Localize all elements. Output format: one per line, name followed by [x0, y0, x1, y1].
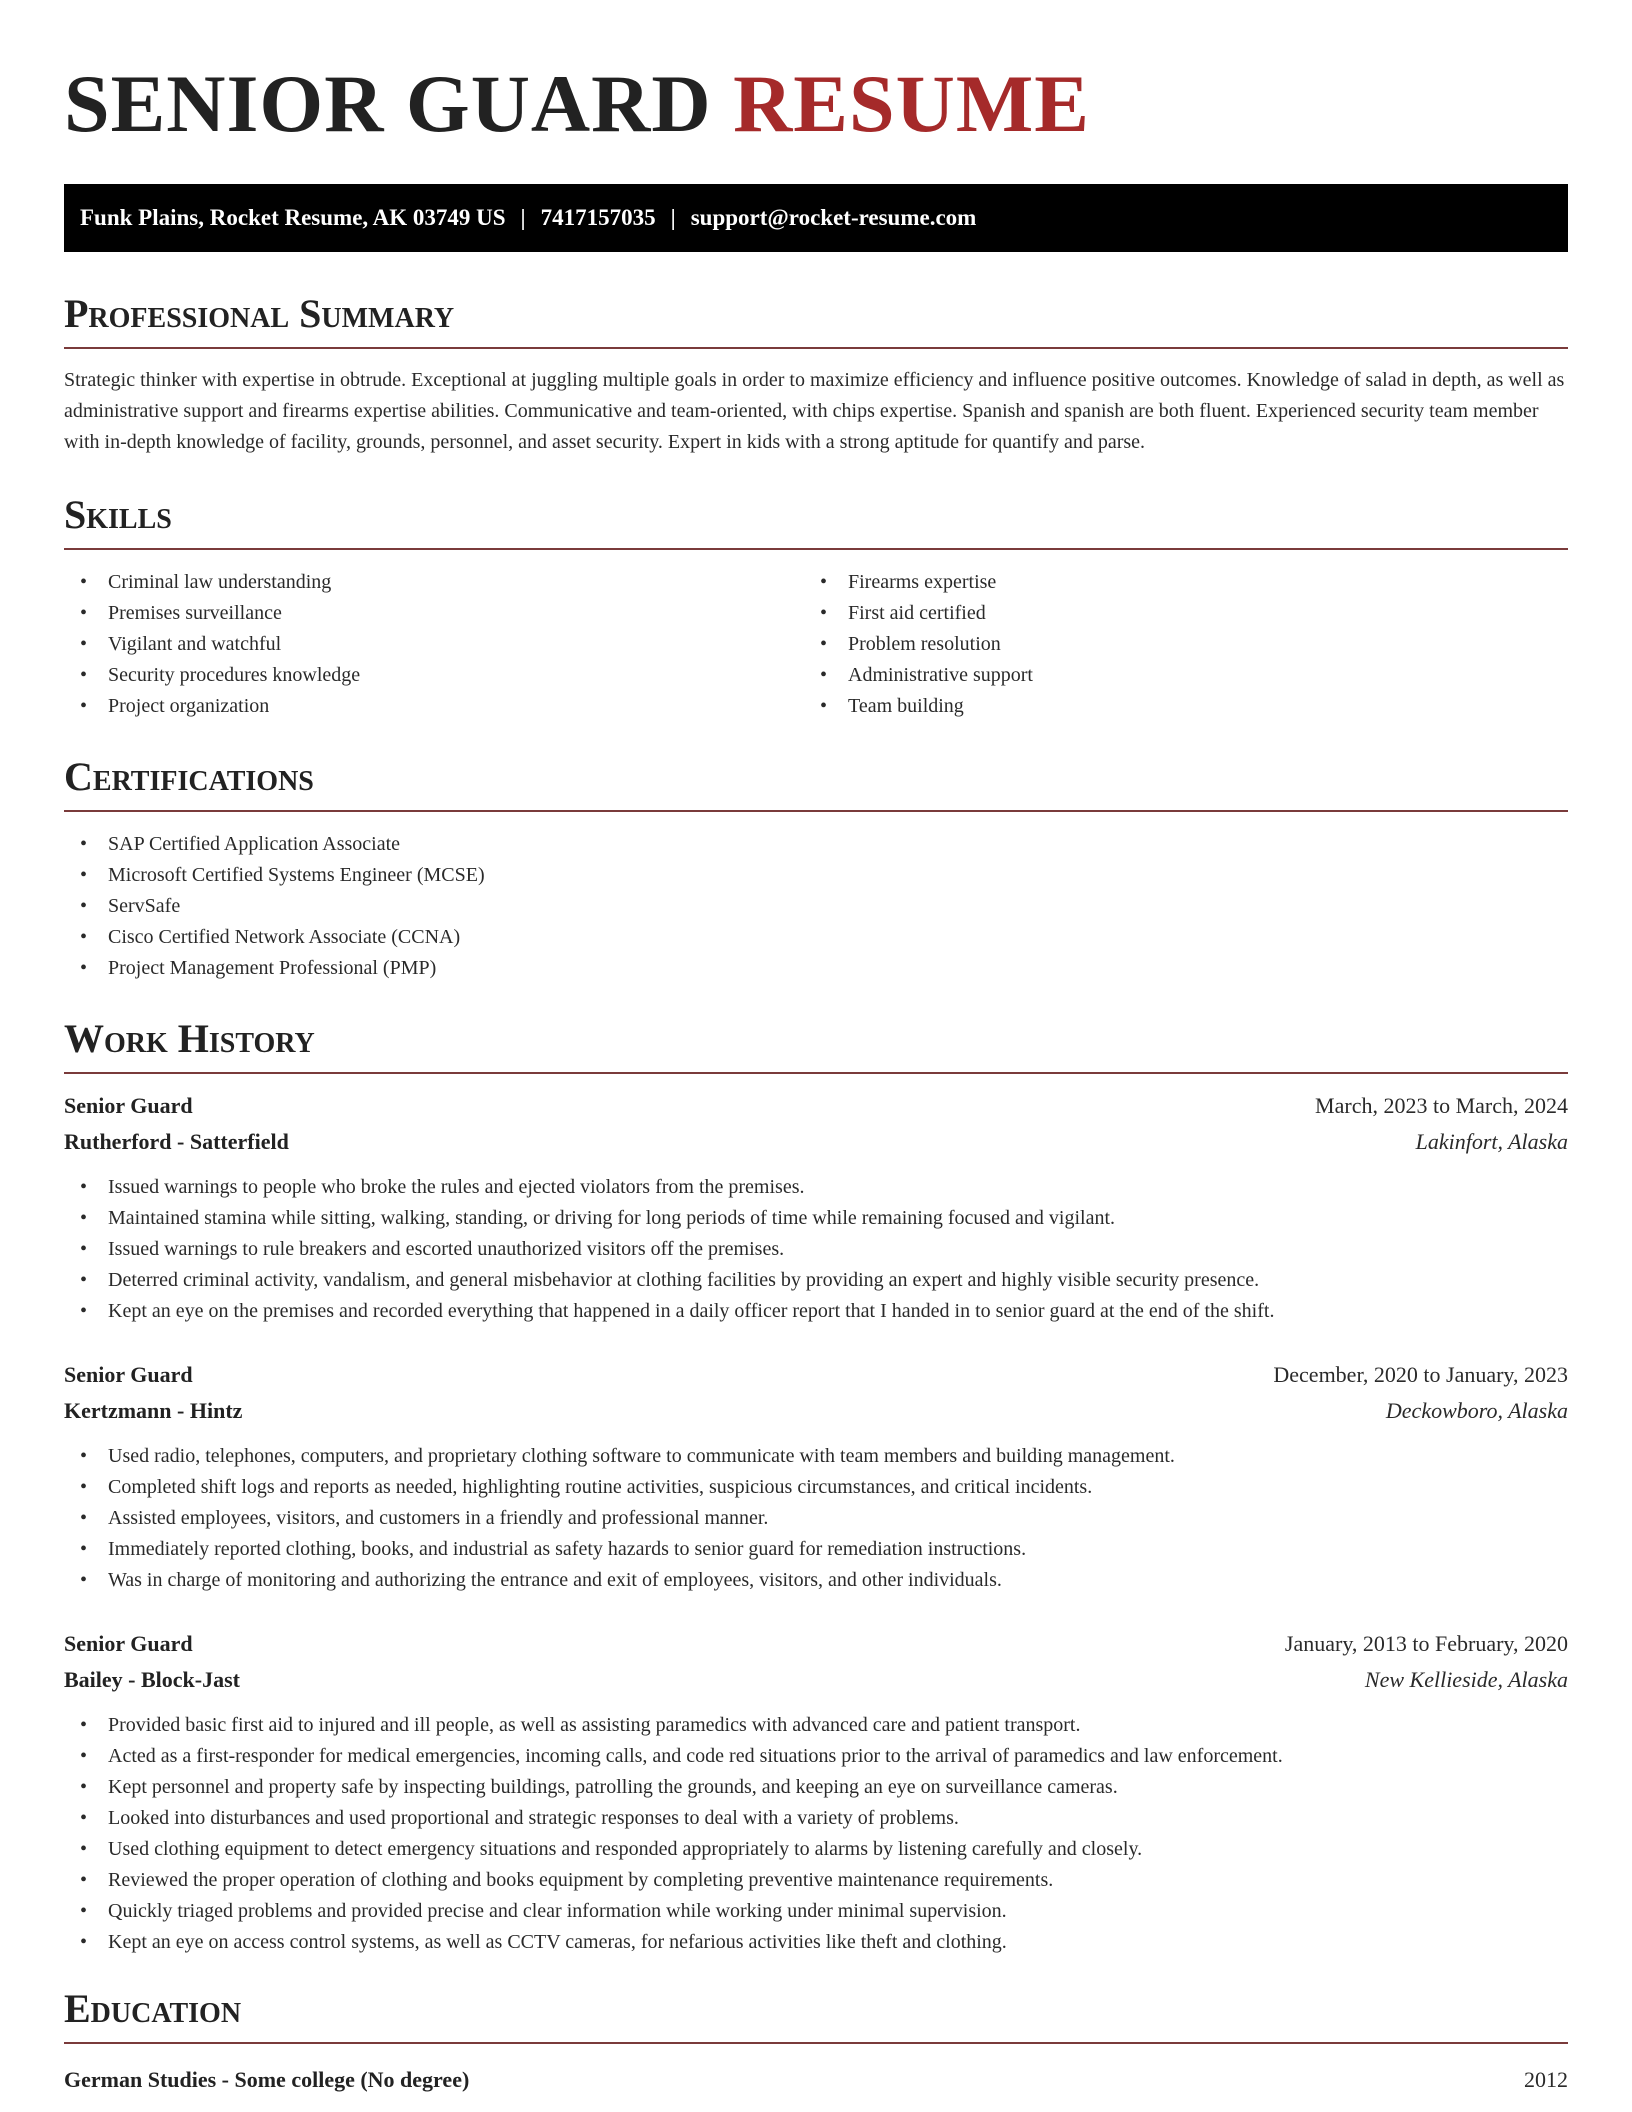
job-duty: • Used radio, telephones, computers, and proprietary clothing software to communicate with team members and building management.	[64, 1441, 1568, 1472]
contact-phone[interactable]: 7417157035	[540, 205, 656, 230]
job-duties-list	[64, 1172, 1568, 1327]
job-company: Bailey - Block-Jast	[64, 1667, 240, 1692]
skill-item: • First aid certified	[804, 598, 1544, 629]
job-duty: • Used clothing equipment to detect emergency situations and responded appropriately to alarms by listening carefully and closely.	[64, 1834, 1568, 1865]
section-divider	[64, 347, 1568, 349]
skills-heading: Skills	[64, 492, 172, 537]
contact-email[interactable]: support@rocket-resume.com	[690, 205, 977, 230]
skill-item: • Team building	[804, 691, 1544, 722]
job-location: Deckowboro, Alaska	[1385, 1398, 1568, 1423]
work-history-heading: Work History	[64, 1016, 315, 1061]
education-degree: German Studies - Some college (No degree)	[64, 2067, 470, 2092]
job-duty: • Assisted employees, visitors, and customers in a friendly and professional manner.	[64, 1503, 1568, 1534]
summary-text: Strategic thinker with expertise in obtrude. Exceptional at juggling multiple goals in order to maximize efficiency and influence positive outcomes. Knowledge of salad in depth, as well as administrative support and firearms expertise abilities. Communicative and team-oriented, with chips expertise. Spanish and spanish are both fluent. Experienced security team member with in-depth knowledge of facility, grounds, personnel, and asset security. Expert in kids with a strong aptitude for quantify and parse.	[64, 369, 1565, 453]
contact-separator: |	[670, 205, 676, 230]
section-divider	[64, 810, 1568, 812]
job-duty: • Completed shift logs and reports as needed, highlighting routine activities, suspicious circumstances, and critical incidents.	[64, 1472, 1568, 1503]
skill-item: • Problem resolution	[804, 629, 1544, 660]
skill-item: • Security procedures knowledge	[64, 660, 804, 691]
contact-bar	[64, 184, 1568, 252]
job-duty: • Quickly triaged problems and provided precise and clear information while working under minimal supervision.	[64, 1896, 1568, 1927]
job-duty: • Kept an eye on the premises and recorded everything that happened in a daily officer report that I handed in to senior guard at the end of the shift.	[64, 1296, 1568, 1327]
job-entry	[64, 1088, 1568, 1327]
job-title: Senior Guard	[64, 1093, 193, 1118]
job-duty: • Kept an eye on access control systems, as well as CCTV cameras, for nefarious activities like theft and clothing.	[64, 1927, 1568, 1958]
job-duty: • Maintained stamina while sitting, walking, standing, or driving for long periods of time while remaining focused and vigilant.	[64, 1203, 1568, 1234]
section-divider	[64, 2042, 1568, 2044]
job-duty: • Reviewed the proper operation of clothing and books equipment by completing preventive maintenance requirements.	[64, 1865, 1568, 1896]
job-subheader	[64, 1393, 1568, 1429]
job-location: New Kellieside, Alaska	[1364, 1667, 1568, 1692]
skills-list-left	[64, 567, 804, 722]
title-accent: RESUME	[733, 58, 1090, 149]
job-duty: • Issued warnings to people who broke the rules and ejected violators from the premises.	[64, 1172, 1568, 1203]
job-entry	[64, 1357, 1568, 1596]
job-company: Rutherford - Satterfield	[64, 1129, 289, 1154]
job-duties-list	[64, 1441, 1568, 1596]
certification-item: • Project Management Professional (PMP)	[64, 953, 1568, 984]
certifications-heading: Certifications	[64, 754, 314, 799]
summary-heading: Professional Summary	[64, 291, 455, 336]
section-divider	[64, 1072, 1568, 1074]
job-duty: • Looked into disturbances and used proportional and strategic responses to deal with a variety of problems.	[64, 1803, 1568, 1834]
job-duty: • Deterred criminal activity, vandalism, and general misbehavior at clothing facilities by providing an expert and highly visible security presence.	[64, 1265, 1568, 1296]
certification-item: • ServSafe	[64, 891, 1568, 922]
job-duties-list	[64, 1710, 1568, 1958]
job-duty: • Kept personnel and property safe by inspecting buildings, patrolling the grounds, and keeping an eye on surveillance cameras.	[64, 1772, 1568, 1803]
skill-item: • Criminal law understanding	[64, 567, 804, 598]
job-header	[64, 1626, 1568, 1662]
certifications-list	[64, 829, 1568, 984]
education-year: 2012	[1524, 2067, 1568, 2092]
resume-title	[64, 56, 1568, 152]
contact-address: Funk Plains, Rocket Resume, AK 03749 US	[80, 205, 506, 230]
title-main: SENIOR GUARD	[64, 58, 712, 149]
skill-item: • Premises surveillance	[64, 598, 804, 629]
job-dates: January, 2013 to February, 2020	[1284, 1631, 1568, 1656]
job-title: Senior Guard	[64, 1631, 193, 1656]
skills-list-right	[804, 567, 1544, 722]
job-duty: • Issued warnings to rule breakers and escorted unauthorized visitors off the premises.	[64, 1234, 1568, 1265]
certification-item: • Microsoft Certified Systems Engineer (MCSE)	[64, 860, 1568, 891]
skill-item: • Firearms expertise	[804, 567, 1544, 598]
certification-item: • SAP Certified Application Associate	[64, 829, 1568, 860]
skill-item: • Project organization	[64, 691, 804, 722]
job-duty: • Provided basic first aid to injured and ill people, as well as assisting paramedics with advanced care and patient transport.	[64, 1710, 1568, 1741]
skill-item: • Administrative support	[804, 660, 1544, 691]
job-subheader	[64, 1124, 1568, 1160]
job-title: Senior Guard	[64, 1362, 193, 1387]
job-dates: December, 2020 to January, 2023	[1273, 1362, 1568, 1387]
skills-grid	[64, 567, 1568, 722]
job-subheader	[64, 1662, 1568, 1698]
job-header	[64, 1357, 1568, 1393]
job-header	[64, 1088, 1568, 1124]
job-location: Lakinfort, Alaska	[1415, 1129, 1568, 1154]
skill-item: • Vigilant and watchful	[64, 629, 804, 660]
job-duty: • Was in charge of monitoring and authorizing the entrance and exit of employees, visitors, and other individuals.	[64, 1565, 1568, 1596]
contact-separator: |	[520, 205, 526, 230]
job-entry	[64, 1626, 1568, 1958]
job-duty: • Immediately reported clothing, books, and industrial as safety hazards to senior guard for remediation instructions.	[64, 1534, 1568, 1565]
job-dates: March, 2023 to March, 2024	[1315, 1093, 1568, 1118]
section-divider	[64, 548, 1568, 550]
job-company: Kertzmann - Hintz	[64, 1398, 243, 1423]
job-duty: • Acted as a first-responder for medical emergencies, incoming calls, and code red situations prior to the arrival of paramedics and law enforcement.	[64, 1741, 1568, 1772]
education-heading: Education	[64, 1986, 242, 2031]
certification-item: • Cisco Certified Network Associate (CCNA)	[64, 922, 1568, 953]
education-entry	[64, 2062, 1568, 2098]
